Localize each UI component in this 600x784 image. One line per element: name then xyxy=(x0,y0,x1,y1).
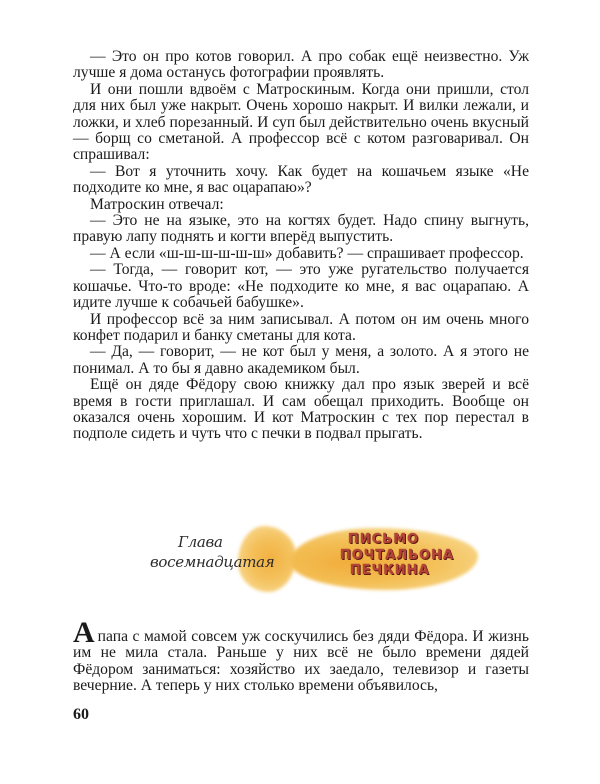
chapter-end-text xyxy=(73,49,529,443)
paragraph: — Да, — говорит, — не кот был у меня, а золото. А я этого не понимал. А то бы я давно академиком был. xyxy=(73,343,529,377)
chapter-number-label xyxy=(150,532,290,572)
first-paragraph xyxy=(73,616,529,695)
chapter-label-word: Глава xyxy=(178,533,223,551)
chapter-title-line: ПИСЬМО xyxy=(348,532,420,547)
chapter-label-ordinal: восемнадцатая xyxy=(150,553,275,571)
first-paragraph-text: папа с мамой совсем уж соскучились без дяди Фёдора. И жизнь им не мила стала. Раньше у них всё не было времени дядей Фёдором заниматься: хозяйство их заедало, телевизор и газеты вечерние. А теперь у них столько времени объявилось, xyxy=(73,628,529,695)
paragraph: — Это не на языке, это на когтях будет. Надо спину выгнуть, правую лапу поднять и когти вперёд выпустить. xyxy=(73,212,529,246)
chapter-start-text xyxy=(73,616,529,695)
paragraph: И они пошли вдвоём с Матроскиным. Когда они пришли, стол для них был уже накрыт. Очень хорошо накрыт. И вилки лежали, и ложки, и хлеб порезанный. И суп был действительно очень вкусный — борщ со сметаной. А профессор всё с котом разговаривал. Он спрашивал: xyxy=(73,80,529,164)
paragraph: И профессор всё за ним записывал. А потом он им очень много конфет подарил и банку сметаны для кота. xyxy=(73,310,529,344)
page-number: 60 xyxy=(73,706,89,723)
paragraph: — Это он про котов говорил. А про собак ещё неизвестно. Уж лучше я дома останусь фотографии проявлять. xyxy=(73,48,529,82)
chapter-title xyxy=(340,532,480,579)
paragraph: — А если «ш-ш-ш-ш-ш-ш» добавить? — спрашивает профессор. xyxy=(90,244,524,262)
chapter-title-line: ПЕЧКИНА xyxy=(350,563,430,578)
paragraph: Ещё он дяде Фёдору свою книжку дал про язык зверей и всё время в гости приглашал. И сам обещал приходить. Вообще он оказался очень хорошим. И кот Матроскин с тех пор перестал в подполе сидеть и чуть что с печки в подвал прыгать. xyxy=(73,376,529,443)
paragraph: — Тогда, — говорит кот, — это уже ругательство получается кошачье. Что-то вроде: «Не подходите ко мне, я вас оцарапаю. А идите лучше к собачьей бабушке». xyxy=(73,261,529,312)
paragraph: Матроскин отвечал: xyxy=(90,195,224,213)
drop-cap: А xyxy=(73,616,95,649)
paragraph: — Вот я уточнить хочу. Как будет на кошачьем языке «Не подходите ко мне, я вас оцарапаю»? xyxy=(73,162,529,197)
chapter-heading xyxy=(150,512,480,592)
chapter-title-line: ПОЧТАЛЬОНА xyxy=(340,547,455,563)
